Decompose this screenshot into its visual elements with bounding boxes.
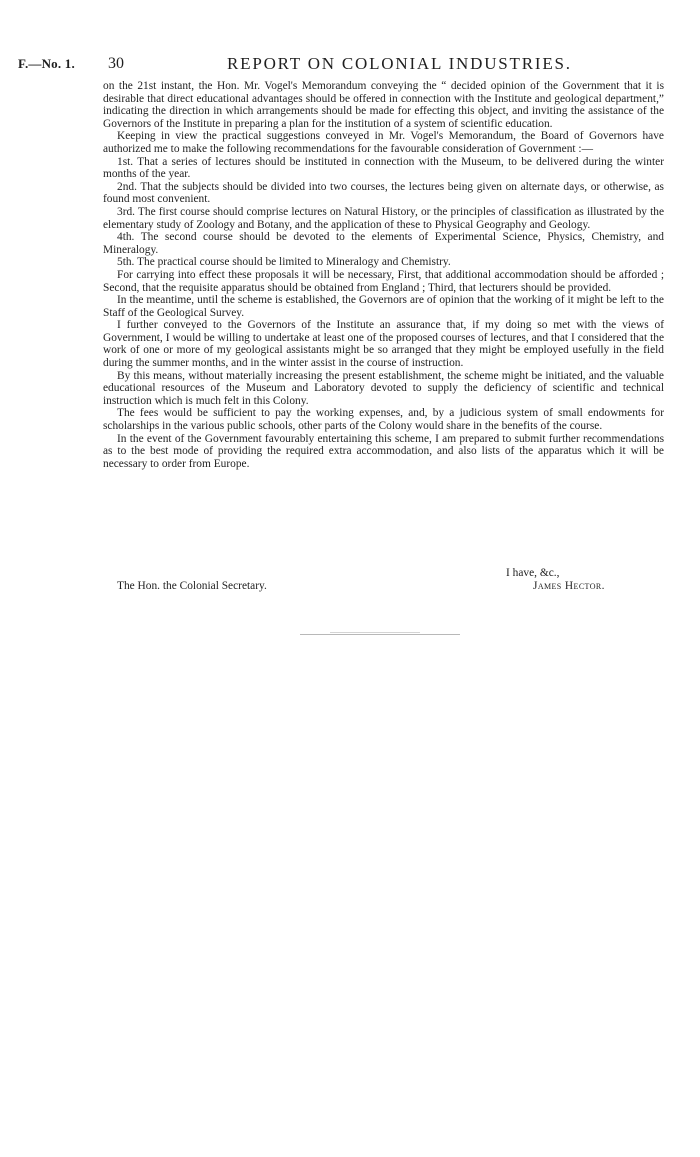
paragraph-means: By this means, without materially increasing the present establishment, the scheme might be initiated, and the valuable educational resources of the Museum and Laboratory devoted to supply the deficiency of scientific and technical instruction which is much felt in this Colony. <box>103 369 664 407</box>
section-divider <box>300 634 460 635</box>
section-divider-shadow <box>330 632 420 633</box>
paragraph-second-recommendation: 2nd. That the subjects should be divided into two courses, the lectures being given on alternate days, or otherwise, as found most convenient. <box>103 180 664 206</box>
addressee: The Hon. the Colonial Secretary. <box>117 580 267 592</box>
page-number: 30 <box>108 55 124 72</box>
paragraph-recommendations-intro: Keeping in view the practical suggestions conveyed in Mr. Vogel's Memorandum, the Board of Governors have authorized me to make the following recommendations for the favourable consideration of Government :— <box>103 130 664 155</box>
paragraph-third-recommendation: 3rd. The first course should comprise lectures on Natural History, or the principles of classification as illustrated by the elementary study of Zoology and Botany, and the application of these to Physical Geography and Geology. <box>103 205 664 231</box>
signature: James Hector. <box>533 580 605 592</box>
paragraph-first-recommendation: 1st. That a series of lectures should be instituted in connection with the Museum, to be delivered during the winter months of the year. <box>103 155 664 181</box>
paragraph-fifth-recommendation: 5th. The practical course should be limited to Mineralogy and Chemistry. <box>117 256 451 269</box>
section-code: F.—No. 1. <box>18 56 75 71</box>
paragraph-continuation: on the 21st instant, the Hon. Mr. Vogel's Memorandum conveying the “ decided opinion of the Government that it is desirable that direct educational advantages should be offered in connection with the Institute and geological department,” indicating the direction in which arrangements should be made for effecting this object, and inviting the assistance of the Governors of the Institute in preparing a plan for the institution of a system of scientific education. <box>103 80 664 130</box>
letter-closing <box>103 567 664 607</box>
paragraph-fourth-recommendation: 4th. The second course should be devoted to the elements of Experimental Science, Physics, Chemistry, and Mineralogy. <box>103 231 664 256</box>
paragraph-event: In the event of the Government favourably entertaining this scheme, I am prepared to submit further recommendations as to the best mode of providing the required extra accommodation, and also lists of the apparatus which it will be necessary to order from Europe. <box>103 432 664 470</box>
paragraph-requirements: For carrying into effect these proposals it will be necessary, First, that additional accommodation should be afforded ; Second, that the requisite apparatus should be obtained from England ; Third, that lecturers should be provided. <box>103 268 664 294</box>
paragraph-interim: In the meantime, until the scheme is established, the Governors are of opinion that the working of it might be left to the Staff of the Geological Survey. <box>103 294 664 319</box>
paragraph-assurance: I further conveyed to the Governors of the Institute an assurance that, if my doing so met with the views of Government, I would be willing to undertake at least one of the proposed courses of lectures, and that I considered that the work of one or more of my geological assistants might be so arranged that they might be employed usefully in the field during the summer months, and in the winter assist in the course of instruction. <box>103 319 664 370</box>
letter-body <box>103 80 664 470</box>
paragraph-fees: The fees would be sufficient to pay the working expenses, and, by a judicious system of small endowments for scholarships in the various public schools, other parts of the Colony would share in the benefits of the course. <box>103 407 664 433</box>
closing-salutation: I have, &c., <box>506 567 560 579</box>
running-title: REPORT ON COLONIAL INDUSTRIES. <box>227 54 572 73</box>
page-header <box>0 56 700 80</box>
